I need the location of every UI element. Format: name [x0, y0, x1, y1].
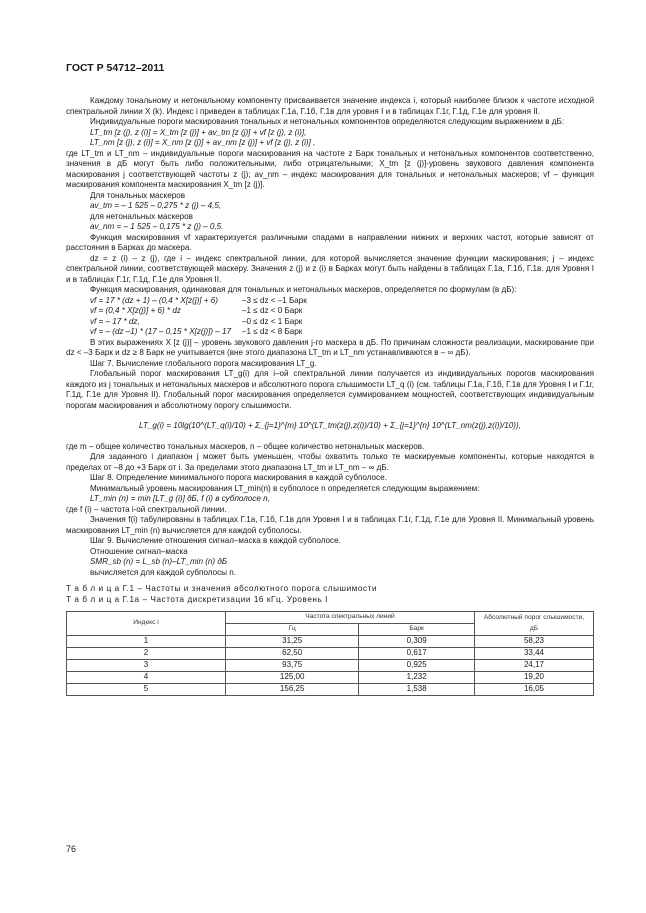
global-formula-text: LT_g(i) = 10lg(10^(LT_q(i)/10) + Σ_{j=1}^{m} 10^(LT_tm(z(j),z(i))/10) + Σ_{j=1}^{n} 10^(LT_nm(z(j),z(i))/10)),: [139, 421, 521, 430]
formula-line: av_tm = – 1 525 – 0,275 * z (j) – 4,5,: [90, 201, 222, 210]
paragraph: где m – общее количество тональных маскеров, n – общее количество нетональных маскеров.: [66, 441, 425, 451]
formula-line: SMR_sb (n) = L_sb (n)–LT_min (n) дБ: [90, 557, 228, 566]
document-header: ГОСТ Р 54712–2011: [66, 62, 165, 74]
vf-row: vf = 17 * (dz + 1) – (0,4 * X[z(j)] + 6) –3 ≤ dz < –1 Барк: [90, 295, 307, 305]
paragraph: для нетональных маскеров: [90, 211, 193, 221]
table-row: 5 156,25 1,538 16,05: [67, 684, 594, 696]
paragraph: Каждому тональному и нетональному компоненту присваивается значение индекса i, который наиболее близок к частоте исходной спектральной линии X (k). Индекс i приведен в таблицах Г.1а, Г.1б, Г.1в для уровня I и в таблицах Г.1г, Г.1д, Г.1е для уровня II.: [66, 96, 594, 116]
paragraph: где LT_tm и LT_nm – индивидуальные пороги маскирования на частоте z Барк тональных и нетональных компонентов соответственно, значения в дБ могут быть либо положительными, либо отрицательными; X_tm [z (j)]-уровень звукового давления компонента маскирования j соответствующей частоты z (j); av_nm – индекс маскирования для тональных и нетональных маскеров; vf – функция маскирования компонента маскирования X_tm [z (j)].: [66, 148, 594, 189]
col-hz: Гц: [226, 624, 359, 636]
paragraph: dz = z (i) – z (j), где i – индекс спектральной линии, для которой вычисляется значение функции маскирования; j – индекс спектральной линии, соответствующей маскеру. Значения z (j) и z (i) в Барках могут быть найдены в таблицах Г.1а, Г.1б, Г.1в. для Уровня I и в таблицах Г.1г, Г.1д, Г.1е для Уровня II.: [66, 253, 594, 284]
paragraph: Минимальный уровень маскирования LT_min(n) в субполосе n определяется следующим выражением:: [90, 483, 480, 493]
col-abs-threshold: Абсолютный порог слышимости, дБ: [475, 612, 594, 636]
table-caption: Т а б л и ц а Г.1 – Частоты и значения абсолютного порога слышимости: [66, 584, 378, 593]
formula-line: LT_min (n) = min [LT_g (i)] дБ, f (i) в субполосе n,: [90, 494, 270, 503]
col-freq-group: Частота спектральных линий: [226, 612, 475, 624]
global-threshold-formula: [66, 421, 594, 432]
formula-line: LT_tm [z (j), z (i)] = X_tm [z (j)] + av_tm [z (j)] + vf [z (j), z (i)],: [90, 127, 307, 137]
table-row: 2 62,50 0,617 33,44: [67, 648, 594, 660]
table-subcaption: Т а б л и ц а Г.1а – Частота дискретизации 16 кГц. Уровень I: [66, 594, 329, 604]
step-heading: Шаг 7. Вычисление глобального порога маскирования LT_g.: [90, 358, 317, 368]
vf-formulas: [66, 296, 594, 338]
step-heading: Шаг 9. Вычисление отношения сигнал–маска в каждой субполосе.: [90, 536, 341, 545]
paragraph: Функция маскирования vf характеризуется различными спадами в направлении нижних и верхних частот, которые зависят от расстояния в Барках до маскера.: [66, 232, 594, 252]
vf-row: vf = (0,4 * X[z(j)] + 6) * dz –1 ≤ dz < 0 Барк: [90, 306, 303, 315]
paragraph: В этих выражениях X [z (j)] – уровень звукового давления j-го маскера в дБ. По причинам сложности реализации, маскирование при dz < –3 Барк и dz ≥ 8 Барк не учитывается (вне этого диапазона LT_tm и LT_nm устанавливаются в – ∞ дБ).: [66, 337, 594, 357]
vf-row: vf = – (dz –1) * (17 – 0,15 * X[z(j)]) – 17 –1 ≤ dz < 8 Барк: [90, 327, 303, 336]
paragraph: Индивидуальные пороги маскирования тональных и нетональных компонентов определяются следующим выражением в дБ:: [90, 117, 565, 126]
page-number: 76: [66, 844, 77, 854]
paragraph: Глобальный порог маскирования LT_g(i) для i–ой спектральной линии получается из индивидуальных порогов маскирования каждого из j тональных и нетональных маскеров и абсолютного порога слышимости LT_q (i) (см. таблицы Г.1а, Г.1б, Г.1в для Уровня I и Г.1г, Г.1д, Г.1е для Уровня II). Глобальный порог маскирования определяется суммированием мощностей, соответствующих индивидуальным порогам маскирования и абсолютному порогу слышимости.: [66, 369, 594, 410]
paragraph: Функция маскирования, одинаковая для тональных и нетональных маскеров, определяется по формулам (в дБ):: [90, 285, 517, 294]
vf-row: vf = – 17 * dz, –0 ≤ dz < 1 Барк: [90, 316, 303, 326]
paragraph: Отношение сигнал–маска: [90, 546, 188, 556]
formula-line: LT_nm [z (j), z (i)] = X_nm [z (j)] + av_nm [z (j)] + vf [z (j), z (i)] ,: [90, 138, 316, 147]
paragraph: Для заданного i диапазон j может быть уменьшен, чтобы охватить только те маскируемые компоненты, которые находятся в пределах от –8 до +3 Барк от i. За пределами этого диапазона LT_tm и LT_nm – ∞ дБ.: [66, 452, 594, 472]
table-row: 3 93,75 0,925 24,17: [67, 660, 594, 672]
col-index: Индекс i: [67, 612, 226, 636]
formula-line: av_nm = – 1 525 – 0,175 * z (j) – 0,5.: [90, 222, 224, 231]
frequency-table: [66, 611, 594, 696]
paragraph: Для тональных маскеров: [90, 190, 185, 200]
table-row: 1 31,25 0,309 58,23: [67, 636, 594, 648]
col-bark: Барк: [359, 624, 475, 636]
table-row: 4 125,00 1,232 19,20: [67, 672, 594, 684]
page-body: [66, 96, 594, 696]
step-heading: Шаг 8. Определение минимального порога маскирования в каждой субполосе.: [90, 473, 387, 482]
paragraph: где f (i) – частота i-ой спектральной линии.: [66, 504, 227, 514]
paragraph: Значения f(i) табулированы в таблицах Г.1а, Г.1б, Г.1в для Уровня I и в таблицах Г.1г, Г.1д, Г.1е для Уровня II. Минимальный уровень маскирования LT_min (n) вычисляется для каждой субполосы.: [66, 515, 594, 535]
paragraph: вычисляется для каждой субполосы n.: [90, 567, 236, 577]
